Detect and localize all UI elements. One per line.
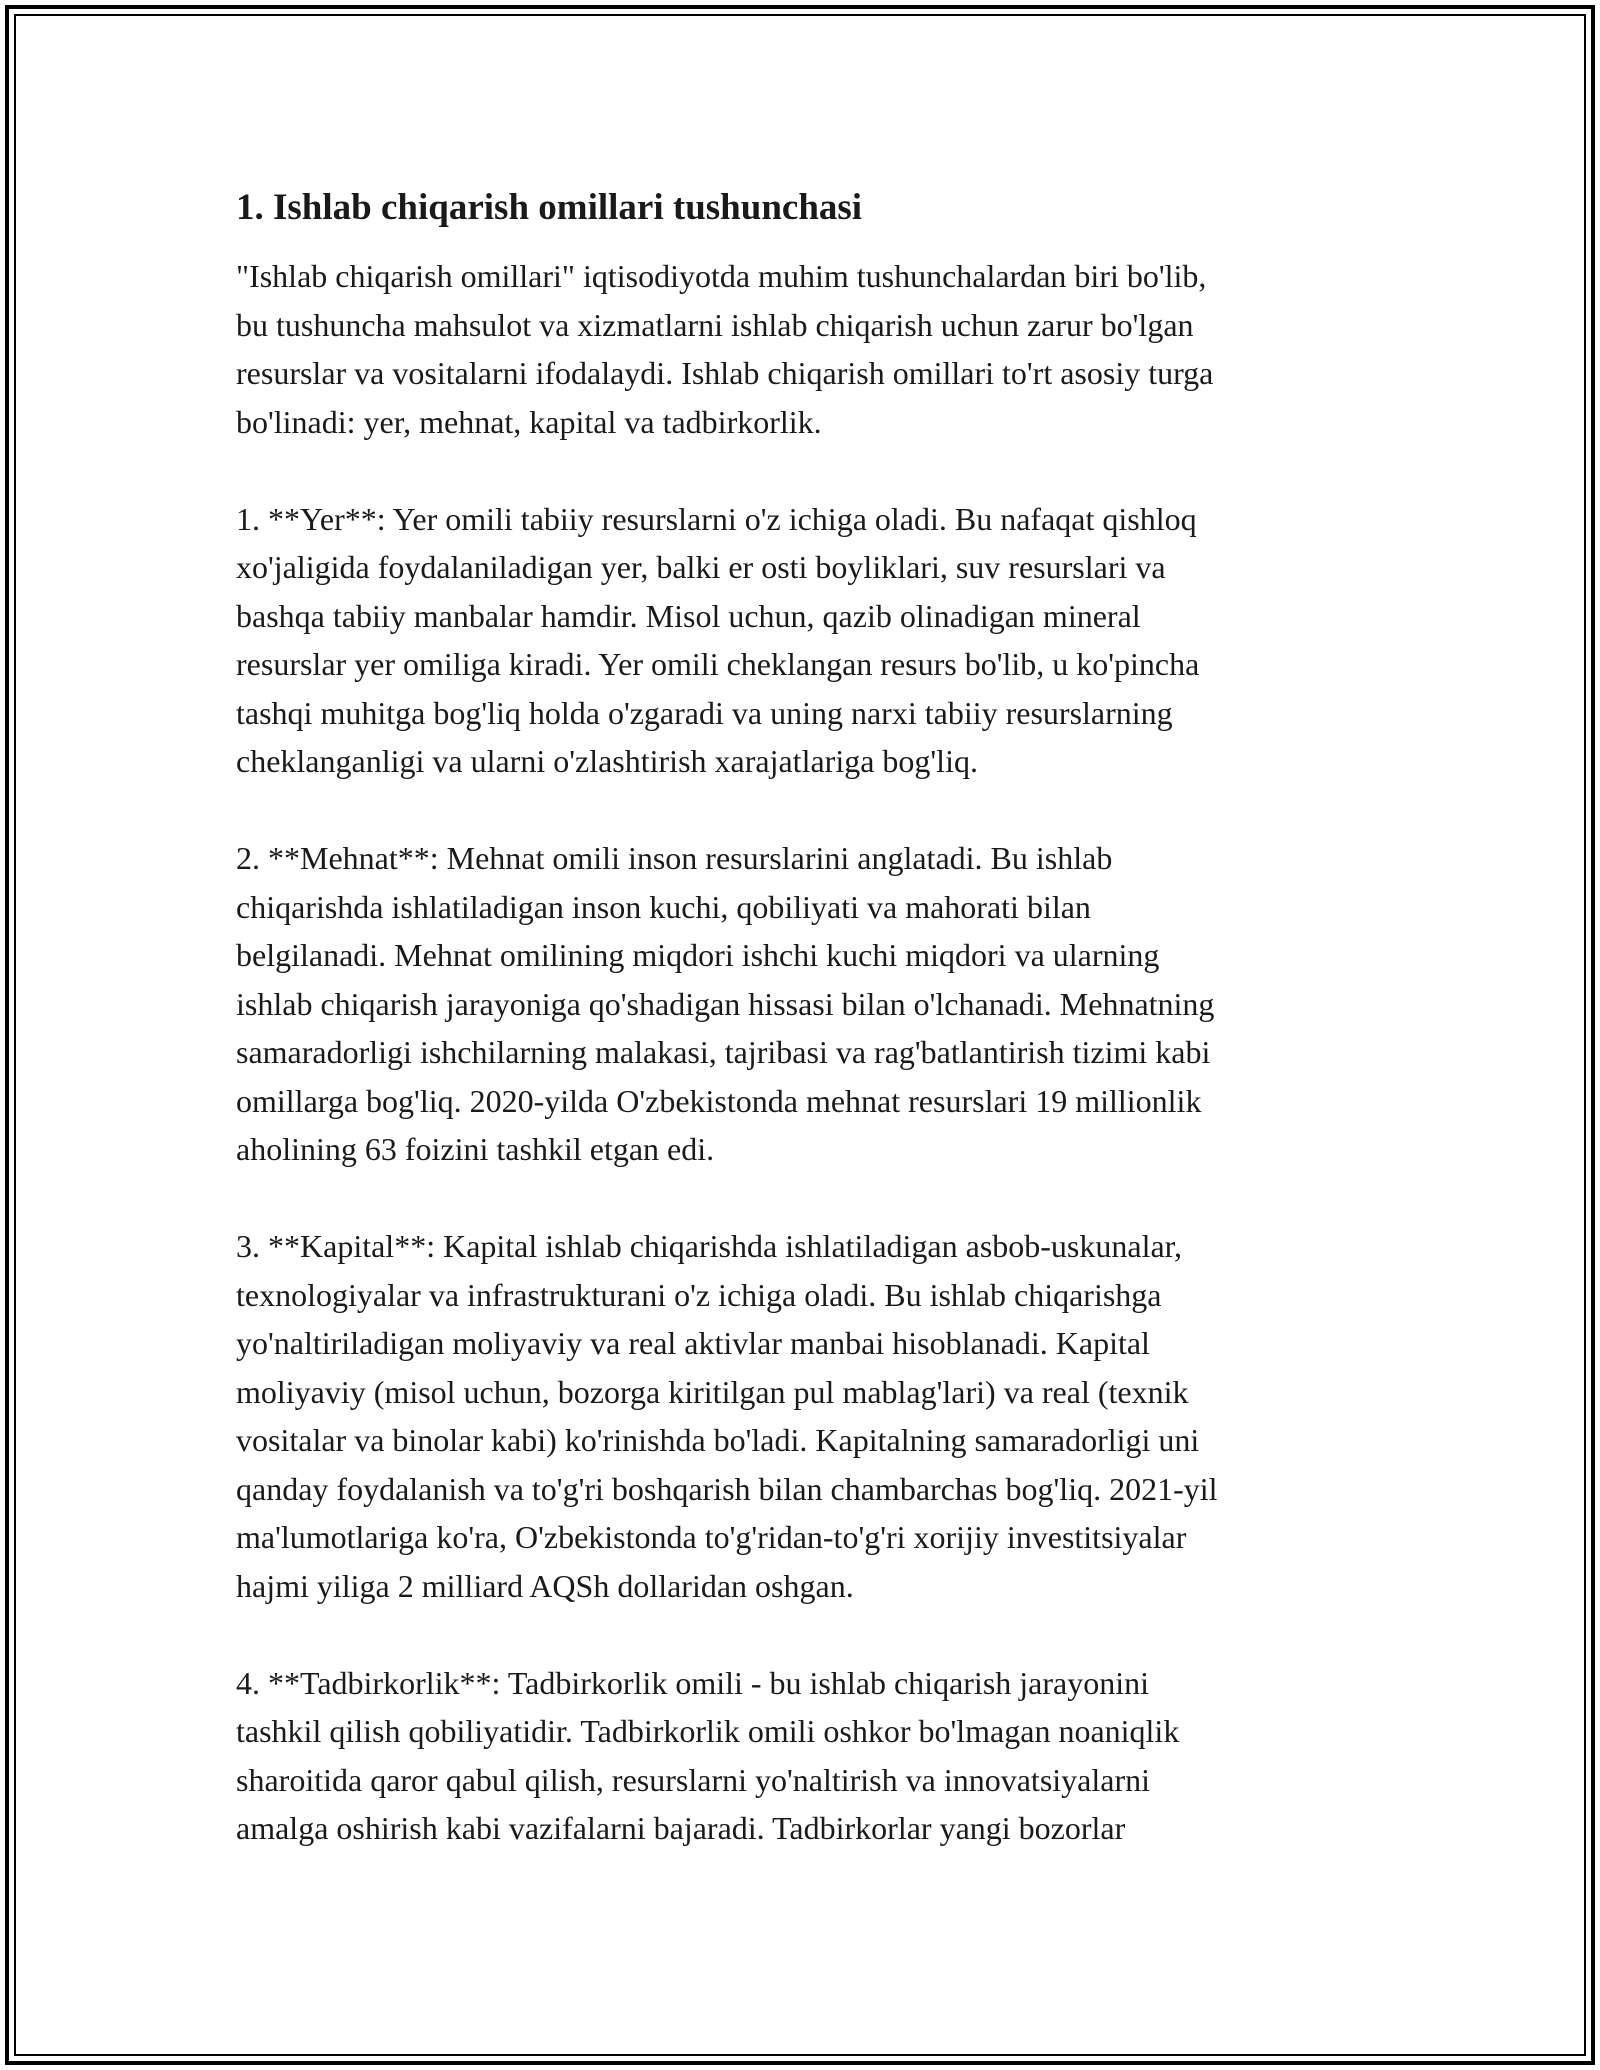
document-body: [236, 184, 1366, 1901]
text-line: belgilanadi. Mehnat omilining miqdori ishchi kuchi miqdori va ularning: [236, 937, 1160, 973]
paragraph-mehnat: [236, 834, 1366, 1174]
text-line: moliyaviy (misol uchun, bozorga kiritilgan pul mablag'lari) va real (texnik: [236, 1373, 1189, 1410]
text-line: bu tushuncha mahsulot va xizmatlarni ishlab chiqarish uchun zarur bo'lgan: [236, 306, 1194, 343]
text-line: xo'jaligida foydalaniladigan yer, balki er osti boyliklari, suv resurslari va: [236, 549, 1166, 585]
text-line: 4. **Tadbirkorlik**: Tadbirkorlik omili - bu ishlab chiqarish jarayonini: [236, 1664, 1149, 1701]
text-line: ishlab chiqarish jarayoniga qo'shadigan hissasi bilan o'lchanadi. Mehnatning: [236, 985, 1215, 1022]
paragraph-yer: [236, 495, 1366, 786]
text-line: "Ishlab chiqarish omillari" iqtisodiyotda muhim tushunchalardan biri bo'lib,: [236, 258, 1207, 294]
text-line: tashqi muhitga bog'liq holda o'zgaradi va uning narxi tabiiy resurslarning: [236, 694, 1173, 731]
text-line: texnologiyalar va infrastrukturani o'z ichiga oladi. Bu ishlab chiqarishga: [236, 1276, 1162, 1313]
section-title: 1. Ishlab chiqarish omillari tushunchasi: [236, 187, 863, 228]
text-line: resurslar yer omiliga kiradi. Yer omili cheklangan resurs bo'lib, u ko'pincha: [236, 646, 1200, 682]
text-line: vositalar va binolar kabi) ko'rinishda bo'ladi. Kapitalning samaradorligi uni: [236, 1422, 1200, 1458]
text-line: amalga oshirish kabi vazifalarni bajaradi. Tadbirkorlar yangi bozorlar: [236, 1810, 1126, 1846]
text-line: sharoitida qaror qabul qilish, resurslarni yo'naltirish va innovatsiyalarni: [236, 1761, 1150, 1798]
text-line: bashqa tabiiy manbalar hamdir. Misol uchun, qazib olinadigan mineral: [236, 597, 1141, 634]
text-line: yo'naltiriladigan moliyaviy va real aktivlar manbai hisoblanadi. Kapital: [236, 1325, 1150, 1361]
text-line: 2. **Mehnat**: Mehnat omili inson resurslarini anglatadi. Bu ishlab: [236, 840, 1113, 876]
text-line: resurslar va vositalarni ifodalaydi. Ishlab chiqarish omillari to'rt asosiy turga: [236, 355, 1214, 391]
text-line: chiqarishda ishlatiladigan inson kuchi, qobiliyati va mahorati bilan: [236, 888, 1091, 925]
text-line: ma'lumotlariga ko'ra, O'zbekistonda to'g'ridan-to'g'ri xorijiy investitsiyalar: [236, 1519, 1187, 1555]
paragraph-kapital: [236, 1222, 1366, 1610]
text-line: qanday foydalanish va to'g'ri boshqarish bilan chambarchas bog'liq. 2021-yil: [236, 1470, 1218, 1507]
text-line: hajmi yiliga 2 milliard AQSh dollaridan oshgan.: [236, 1567, 854, 1604]
text-line: bo'linadi: yer, mehnat, kapital va tadbirkorlik.: [236, 403, 822, 440]
text-line: samaradorligi ishchilarning malakasi, tajribasi va rag'batlantirish tizimi kabi: [236, 1034, 1211, 1070]
text-line: 1. **Yer**: Yer omili tabiiy resurslarni o'z ichiga oladi. Bu nafaqat qishloq: [236, 500, 1197, 537]
text-line: aholining 63 foizini tashkil etgan edi.: [236, 1131, 715, 1167]
paragraph-tadbirkorlik: [236, 1659, 1366, 1853]
text-line: cheklanganligi va ularni o'zlashtirish xarajatlariga bog'liq.: [236, 743, 978, 779]
text-line: omillarga bog'liq. 2020-yilda O'zbekistonda mehnat resurslari 19 millionlik: [236, 1082, 1202, 1119]
text-line: tashkil qilish qobiliyatidir. Tadbirkorlik omili oshkor bo'lmagan noaniqlik: [236, 1713, 1180, 1749]
text-line: 3. **Kapital**: Kapital ishlab chiqarishda ishlatiladigan asbob-uskunalar,: [236, 1228, 1183, 1264]
paragraph-intro: [236, 252, 1366, 446]
